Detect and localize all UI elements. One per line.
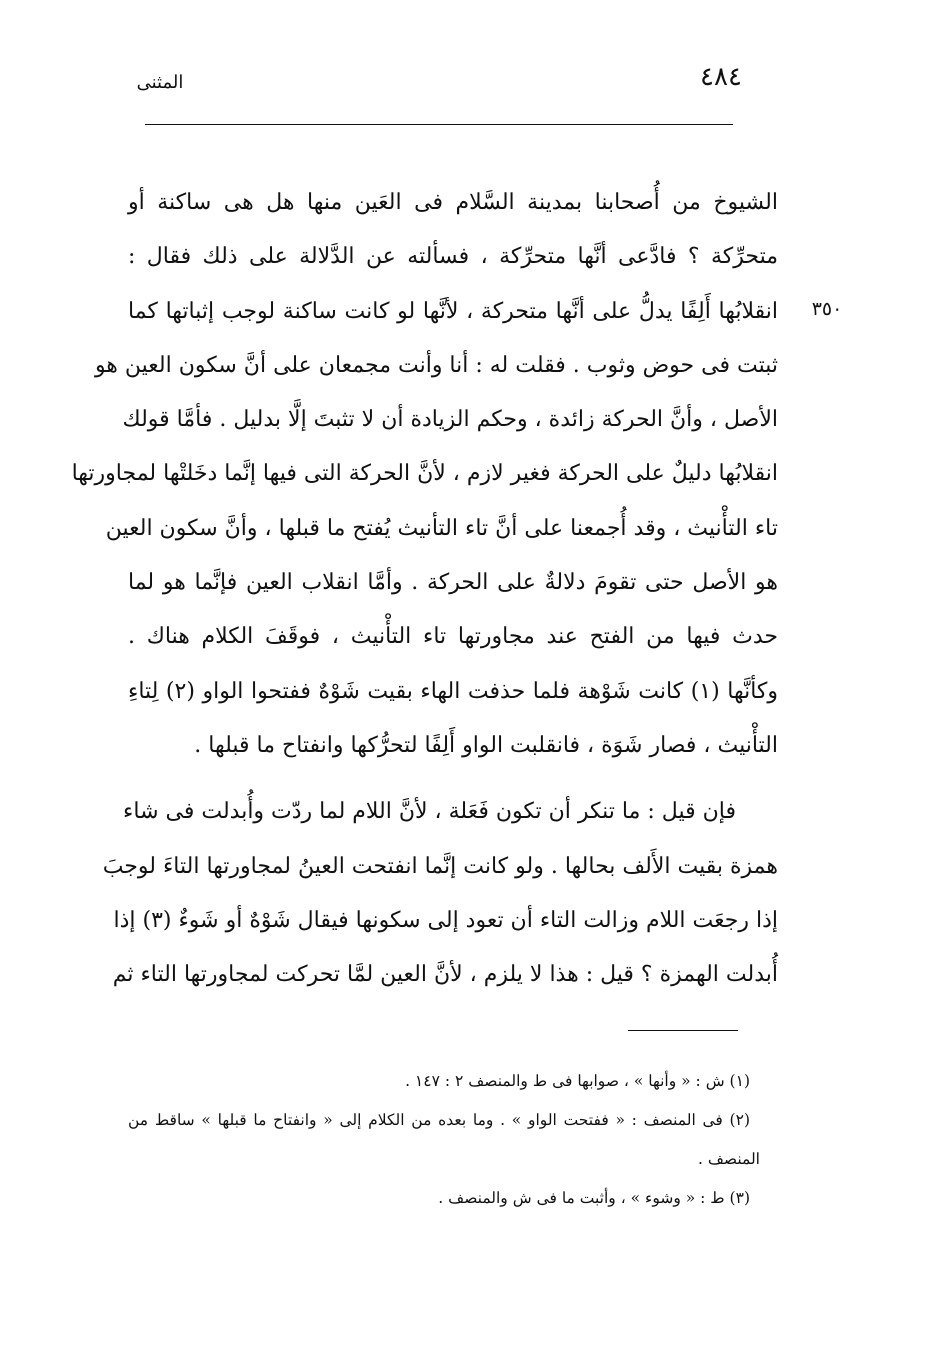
margin-line-number: ٣٥٠: [811, 298, 843, 320]
footnote-2: (٢) فى المنصف : « ففتحت الواو » . وما بعده من الكلام إلى « وانفتاح ما قبلها » ساقط من: [128, 1111, 750, 1129]
text-line: حدث فيها من الفتح عند مجاورتها تاء التأْنيث ، فوقَفَ الكلام هناك .: [128, 624, 778, 650]
footnote-1: (١) ش : « وأنها » ، صوابها فى ط والمنصف ٢ : ١٤٧ .: [405, 1072, 750, 1090]
text-line: همزة بقيت الأَلف بحالها . ولو كانت إنَّما انفتحت العينُ لمجاورتها التاءَ لوجبَ: [102, 853, 778, 879]
text-line: تاء التأْنيث ، وقد أُجمعنا على أنَّ تاء التأنيث يُفتح ما قبلها ، وأنَّ سكون العين: [105, 515, 778, 541]
text-line: انقلابُها دليلٌ على الحركة فغير لازم ، لأنَّ الحركة التى فيها إنَّما دخَلتْها لمجاورتها: [71, 461, 778, 487]
footnote-2-continuation: المنصف .: [697, 1150, 760, 1168]
footnotes: [128, 1062, 760, 1218]
text-line: فإن قيل : ما تنكر أن تكون فَعَلة ، لأنَّ اللام لما ردّت وأُبدلت فى شاء: [123, 799, 736, 825]
text-line: أُبدلت الهمزة ؟ قيل : هذا لا يلزم ، لأنَّ العين لمَّا تحركت لمجاورتها التاء ثم: [112, 962, 778, 988]
text-line: إذا رجعَت اللام وزالت التاء أن تعود إلى سكونها فيقال شَوْهٌ أو شَوءٌ (٣) إذا: [113, 907, 778, 933]
footnote-rule: [628, 1030, 738, 1031]
page-number: ٤٨٤: [700, 62, 742, 92]
text-line: انقلابُها أَلِفًا يدلُّ على أنَّها متحركة ، لأنَّها لو كانت ساكنة لوجب إثباتها كما: [128, 298, 778, 324]
text-line: الشيوخ من أُصحابنا بمدينة السَّلام فى العَين منها هل هى ساكنة أو: [128, 190, 778, 215]
text-line: ثبتت فى حوض وثوب . فقلت له : أنا وأنت مجمعان على أنَّ سكون العين هو: [94, 352, 778, 378]
main-text: [71, 176, 779, 1002]
text-line: هو الأصل حتى تقومَ دلالةٌ على الحركة . وأمَّا انقلاب العين فإنَّما هو لما: [128, 570, 778, 596]
text-line: الأصل ، وأنَّ الحركة زائدة ، وحكم الزيادة أن لا تثبتَ إلَّا بدليل . فأمَّا قولك: [122, 407, 778, 433]
header-rule: [145, 124, 733, 125]
text-line: التأْنيث ، فصار شَوَة ، فانقلبت الواو أَلِفًا لتحرُّكها وانفتاح ما قبلها .: [194, 732, 778, 758]
text-line: وكأنَّها (١) كانت شَوْهة فلما حذفت الهاء بقيت شَوْهٌ ففتحوا الواو (٢) لِتاءِ: [128, 678, 779, 704]
text-line: متحرِّكة ؟ فادَّعى أنَّها متحرِّكة ، فسألته عن الدَّلالة على ذلك فقال :: [128, 244, 778, 270]
running-head: المثنى: [136, 72, 184, 93]
paragraph-gap: [128, 773, 778, 785]
footnote-3: (٣) ط : « وشوء » ، وأثبت ما فى ش والمنصف .: [438, 1189, 750, 1207]
